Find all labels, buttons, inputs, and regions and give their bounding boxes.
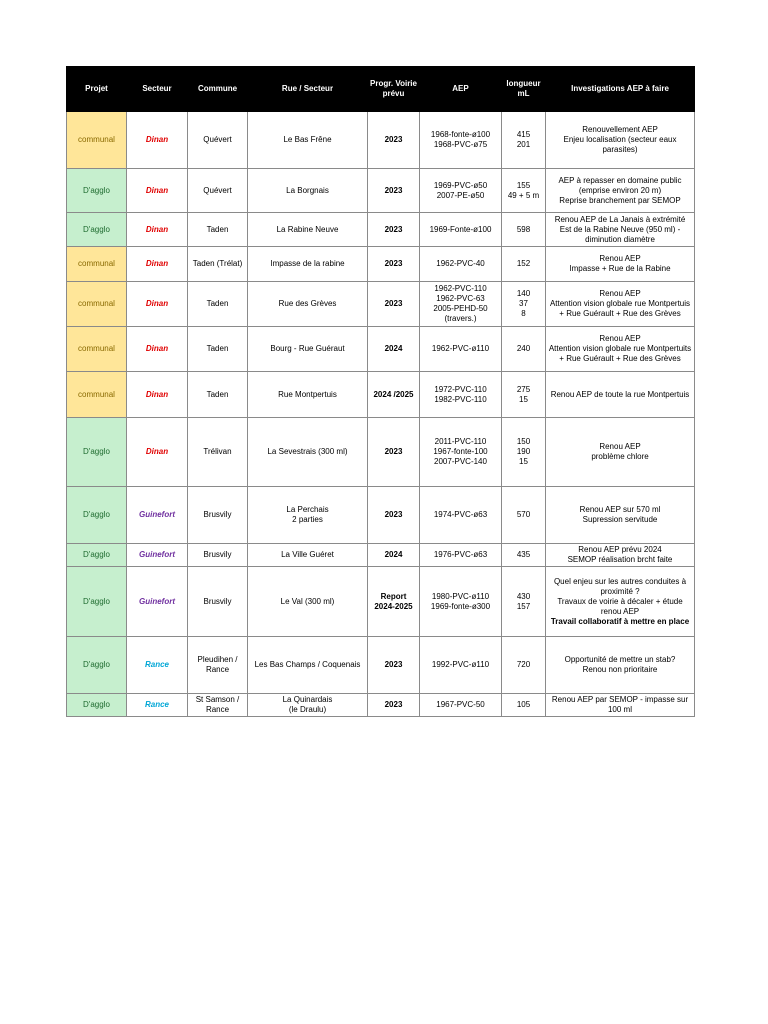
- cell-rue-secteur: [248, 327, 368, 372]
- aep-line: 1967-fonte-100: [433, 447, 488, 456]
- cell-investigations: [546, 282, 695, 327]
- investigations-line: Renou AEP: [599, 442, 641, 451]
- aep-line: 1967-PVC-50: [436, 700, 485, 709]
- aep-line: 1969-Fonte-ø100: [429, 224, 492, 234]
- cell-commune: Taden (Trélat): [188, 247, 248, 282]
- cell-investigations: [546, 169, 695, 213]
- cell-aep: [420, 637, 502, 694]
- cell-rue-secteur: [248, 247, 368, 282]
- cell-aep: [420, 112, 502, 169]
- investigations-line: Attention vision globale rue Montpertuits + Rue Guérault + Rue des Grèves: [548, 344, 692, 363]
- cell-progr-voirie: 2023: [368, 418, 420, 487]
- rue-text: Rue Montpertuis: [278, 389, 337, 399]
- rue-text: Rue des Grèves: [278, 299, 337, 308]
- cell-longueur: [502, 637, 546, 694]
- cell-rue-secteur: [248, 372, 368, 418]
- investigations-line: Renou AEP: [599, 254, 641, 263]
- aep-line: 1980-PVC-ø110: [431, 591, 490, 601]
- cell-aep: [420, 418, 502, 487]
- header-progr-voirie: Progr. Voirie prévu: [368, 67, 420, 112]
- cell-longueur: [502, 247, 546, 282]
- longueur-line: 155: [516, 180, 531, 190]
- aep-line: 2007-PE-ø50: [436, 190, 485, 200]
- longueur-line: 157: [516, 601, 531, 611]
- cell-commune: St Samson / Rance: [188, 694, 248, 717]
- investigations-line: Opportunité de mettre un stab?: [564, 655, 676, 664]
- table-row: [67, 327, 695, 372]
- cell-investigations: [546, 544, 695, 567]
- table-row: [67, 112, 695, 169]
- table-row: [67, 567, 695, 637]
- cell-commune: Taden: [188, 282, 248, 327]
- investigations-line: Renou AEP: [599, 289, 641, 298]
- aep-line: 1982-PVC-110: [434, 394, 487, 404]
- cell-progr-voirie: 2024: [368, 544, 420, 567]
- rue-text: La Quinardais (le Draulu): [282, 695, 333, 714]
- table-row: [67, 247, 695, 282]
- header-aep: AEP: [420, 67, 502, 112]
- aep-line: 2005-PEHD-50: [433, 304, 488, 313]
- cell-secteur: Dinan: [127, 418, 188, 487]
- investigations-line: Attention vision globale rue Montpertuis + Rue Guérault + Rue des Grèves: [549, 299, 691, 318]
- header-rue-secteur: Rue / Secteur: [248, 67, 368, 112]
- cell-secteur: Dinan: [127, 112, 188, 169]
- longueur-line: 415: [516, 130, 531, 139]
- longueur-line: 201: [516, 140, 531, 149]
- longueur-line: 15: [519, 394, 528, 404]
- header-longueur: longueur mL: [502, 67, 546, 112]
- longueur-line: 720: [516, 660, 531, 669]
- cell-commune: Brusvily: [188, 544, 248, 567]
- cell-projet: D'agglo: [67, 694, 127, 717]
- cell-commune: Taden: [188, 327, 248, 372]
- header-investigations: Investigations AEP à faire: [546, 67, 695, 112]
- cell-projet: communal: [67, 112, 127, 169]
- rue-text: La Sevestrais (300 ml): [267, 447, 348, 456]
- aep-line: 1962-PVC-ø110: [431, 344, 490, 353]
- table-row: [67, 637, 695, 694]
- cell-longueur: [502, 418, 546, 487]
- table-header-row: [67, 67, 695, 112]
- cell-projet: D'agglo: [67, 487, 127, 544]
- cell-commune: Brusvily: [188, 487, 248, 544]
- cell-rue-secteur: [248, 544, 368, 567]
- cell-rue-secteur: [248, 213, 368, 247]
- longueur-line: 15: [519, 457, 528, 466]
- investigations-line: Renou AEP prévu 2024: [578, 545, 662, 554]
- aep-line: 1972-PVC-110: [434, 384, 487, 394]
- table-row: [67, 372, 695, 418]
- investigations-line: Renouvellement AEP: [582, 125, 658, 134]
- cell-secteur: Rance: [127, 694, 188, 717]
- investigations-line: Reprise branchement par SEMOP: [559, 195, 681, 205]
- cell-aep: [420, 372, 502, 418]
- cell-progr-voirie: Report 2024-2025: [368, 567, 420, 637]
- rue-text: La Rabine Neuve: [276, 224, 339, 234]
- header-secteur: Secteur: [127, 67, 188, 112]
- cell-commune: Taden: [188, 213, 248, 247]
- rue-text: La Ville Guéret: [281, 550, 334, 559]
- longueur-line: 49 + 5 m: [507, 190, 540, 200]
- cell-rue-secteur: [248, 418, 368, 487]
- investigations-line: Renou AEP de La Janais à extrémité Est de la Rabine Neuve (950 ml) - diminution diamètre: [554, 214, 686, 244]
- cell-longueur: [502, 282, 546, 327]
- aep-line: 1976-PVC-ø63: [433, 550, 488, 559]
- cell-progr-voirie: 2023: [368, 112, 420, 169]
- cell-longueur: [502, 169, 546, 213]
- cell-progr-voirie: 2023: [368, 694, 420, 717]
- aep-line: 1974-PVC-ø63: [433, 510, 488, 519]
- cell-secteur: Dinan: [127, 247, 188, 282]
- longueur-line: 430: [516, 591, 531, 601]
- longueur-line: 105: [516, 700, 531, 709]
- table-row: [67, 169, 695, 213]
- longueur-line: 240: [516, 344, 531, 353]
- longueur-line: 435: [516, 550, 531, 559]
- cell-aep: [420, 327, 502, 372]
- cell-commune: Pleudihen / Rance: [188, 637, 248, 694]
- cell-projet: communal: [67, 372, 127, 418]
- cell-longueur: [502, 213, 546, 247]
- investigations-line: Travaux de voirie à décaler + étude renou AEP: [557, 596, 683, 616]
- cell-progr-voirie: 2023: [368, 487, 420, 544]
- cell-rue-secteur: [248, 112, 368, 169]
- cell-commune: Taden: [188, 372, 248, 418]
- cell-progr-voirie: 2023: [368, 247, 420, 282]
- cell-secteur: Dinan: [127, 372, 188, 418]
- cell-investigations: [546, 372, 695, 418]
- longueur-line: 570: [516, 510, 531, 519]
- table-row: [67, 694, 695, 717]
- cell-progr-voirie: 2023: [368, 169, 420, 213]
- investigations-line: Renou AEP de toute la rue Montpertuis: [550, 389, 690, 399]
- aep-line: 1992-PVC-ø110: [431, 660, 490, 669]
- investigations-line: Impasse + Rue de la Rabine: [569, 264, 671, 273]
- investigations-line: Travail collaboratif à mettre en place: [550, 616, 690, 626]
- cell-commune: Quévert: [188, 169, 248, 213]
- aep-investigations-table: [66, 66, 695, 717]
- cell-aep: [420, 282, 502, 327]
- header-projet: Projet: [67, 67, 127, 112]
- cell-investigations: [546, 247, 695, 282]
- cell-commune: Brusvily: [188, 567, 248, 637]
- aep-line: (travers.): [444, 314, 477, 323]
- cell-secteur: Rance: [127, 637, 188, 694]
- rue-text: Les Bas Champs / Coquenais: [254, 660, 361, 669]
- investigations-line: SEMOP réalisation brcht faite: [567, 555, 673, 564]
- table-row: [67, 213, 695, 247]
- cell-aep: [420, 169, 502, 213]
- longueur-line: 140: [516, 289, 531, 298]
- table-row: [67, 282, 695, 327]
- investigations-line: Renou AEP par SEMOP - impasse sur 100 ml: [551, 695, 689, 714]
- cell-projet: D'agglo: [67, 418, 127, 487]
- aep-line: 2007-PVC-140: [434, 457, 487, 466]
- rue-text: Impasse de la rabine: [270, 259, 345, 268]
- aep-line: 1968-fonte-ø100: [430, 130, 491, 139]
- cell-investigations: [546, 327, 695, 372]
- cell-investigations: [546, 637, 695, 694]
- cell-secteur: Dinan: [127, 213, 188, 247]
- longueur-line: 190: [516, 447, 531, 456]
- aep-line: 1962-PVC-63: [436, 294, 485, 303]
- cell-progr-voirie: 2024 /2025: [368, 372, 420, 418]
- header-commune: Commune: [188, 67, 248, 112]
- rue-text: La Perchais 2 parties: [286, 505, 329, 524]
- cell-aep: [420, 567, 502, 637]
- cell-aep: [420, 694, 502, 717]
- cell-projet: D'agglo: [67, 567, 127, 637]
- investigations-line: Renou AEP: [599, 334, 641, 343]
- investigations-line: Quel enjeu sur les autres conduites à proximité ?: [553, 576, 687, 596]
- aep-line: 1968-PVC-ø75: [433, 140, 488, 149]
- aep-line: 1969-PVC-ø50: [433, 180, 488, 190]
- cell-aep: [420, 487, 502, 544]
- longueur-line: 37: [519, 299, 528, 308]
- longueur-line: 275: [516, 384, 531, 394]
- table-body: [67, 112, 695, 717]
- cell-progr-voirie: 2024: [368, 327, 420, 372]
- cell-investigations: [546, 418, 695, 487]
- cell-rue-secteur: [248, 169, 368, 213]
- cell-secteur: Guinefort: [127, 567, 188, 637]
- investigations-line: Renou non prioritaire: [582, 665, 658, 674]
- cell-progr-voirie: 2023: [368, 282, 420, 327]
- cell-longueur: [502, 327, 546, 372]
- cell-rue-secteur: [248, 637, 368, 694]
- cell-longueur: [502, 487, 546, 544]
- cell-investigations: [546, 694, 695, 717]
- aep-line: 1962-PVC-40: [436, 259, 485, 268]
- table-row: [67, 418, 695, 487]
- longueur-line: 152: [516, 259, 531, 268]
- rue-text: Le Val (300 ml): [280, 596, 335, 606]
- cell-projet: D'agglo: [67, 544, 127, 567]
- longueur-line: 150: [516, 437, 531, 446]
- cell-aep: [420, 544, 502, 567]
- cell-projet: communal: [67, 247, 127, 282]
- investigations-line: Supression servitude: [582, 515, 658, 524]
- cell-aep: [420, 213, 502, 247]
- table-row: [67, 487, 695, 544]
- rue-text: Le Bas Frêne: [283, 135, 332, 144]
- aep-line: 1962-PVC-110: [434, 284, 487, 293]
- cell-rue-secteur: [248, 487, 368, 544]
- cell-secteur: Guinefort: [127, 544, 188, 567]
- cell-investigations: [546, 567, 695, 637]
- cell-progr-voirie: 2023: [368, 213, 420, 247]
- investigations-line: Renou AEP sur 570 ml: [579, 505, 661, 514]
- cell-secteur: Dinan: [127, 169, 188, 213]
- cell-commune: Quévert: [188, 112, 248, 169]
- cell-projet: D'agglo: [67, 213, 127, 247]
- cell-investigations: [546, 213, 695, 247]
- cell-aep: [420, 247, 502, 282]
- cell-longueur: [502, 567, 546, 637]
- cell-longueur: [502, 544, 546, 567]
- table-row: [67, 544, 695, 567]
- cell-rue-secteur: [248, 694, 368, 717]
- cell-projet: communal: [67, 282, 127, 327]
- longueur-line: 8: [521, 309, 526, 318]
- cell-projet: communal: [67, 327, 127, 372]
- cell-rue-secteur: [248, 567, 368, 637]
- cell-secteur: Dinan: [127, 282, 188, 327]
- cell-secteur: Dinan: [127, 327, 188, 372]
- longueur-line: 598: [516, 224, 531, 234]
- cell-secteur: Guinefort: [127, 487, 188, 544]
- cell-commune: Trélivan: [188, 418, 248, 487]
- cell-investigations: [546, 112, 695, 169]
- cell-longueur: [502, 694, 546, 717]
- investigations-line: Enjeu localisation (secteur eaux parasites): [563, 135, 677, 154]
- rue-text: La Borgnais: [286, 185, 329, 195]
- cell-rue-secteur: [248, 282, 368, 327]
- investigations-line: problème chlore: [591, 452, 649, 461]
- aep-line: 1969-fonte-ø300: [430, 601, 491, 611]
- aep-line: 2011-PVC-110: [434, 437, 487, 446]
- rue-text: Bourg - Rue Guéraut: [270, 344, 345, 353]
- investigations-line: AEP à repasser en domaine public (emprise environ 20 m): [558, 175, 682, 195]
- cell-longueur: [502, 112, 546, 169]
- cell-projet: D'agglo: [67, 637, 127, 694]
- cell-investigations: [546, 487, 695, 544]
- cell-longueur: [502, 372, 546, 418]
- cell-progr-voirie: 2023: [368, 637, 420, 694]
- cell-projet: D'agglo: [67, 169, 127, 213]
